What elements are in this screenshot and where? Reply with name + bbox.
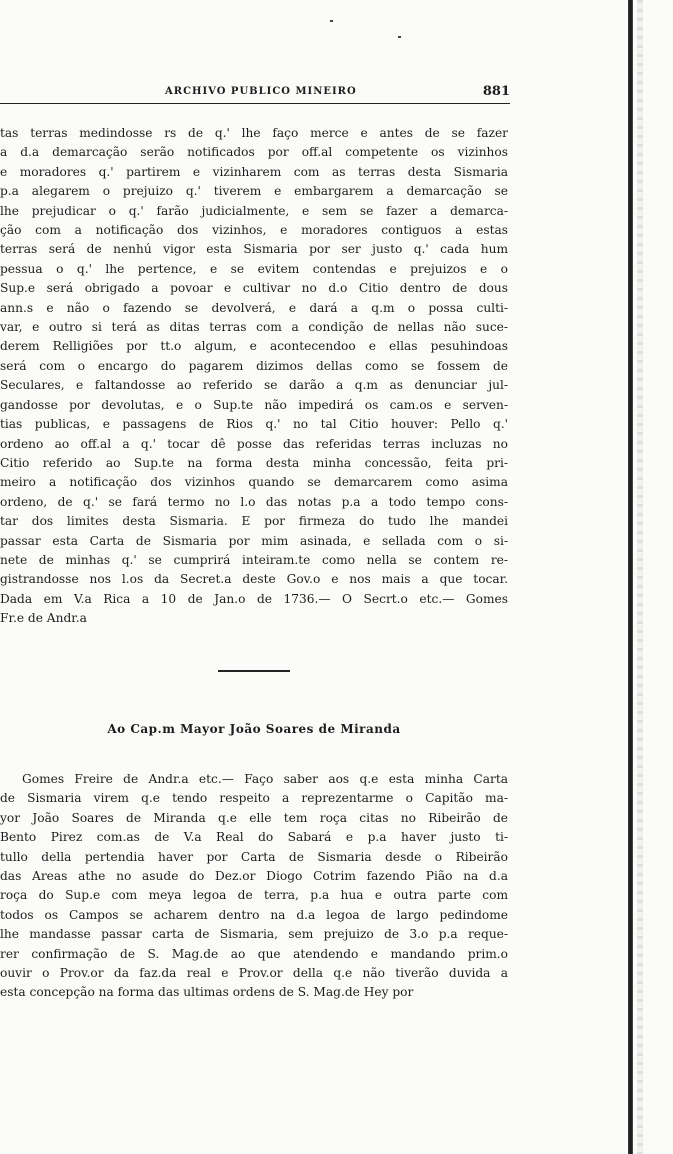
text-line: tias publicas, e passagens de Rios q.' no tal Citio houver: Pello q.' [0, 417, 508, 432]
text-line: esta concepção na forma das ultimas ordens de S. Mag.de Hey por [0, 985, 414, 1000]
text-line: lhe prejudicar o q.' farão judicialmente, e sem se fazer a demarca- [0, 203, 508, 218]
text-line: gandosse por devolutas, e o Sup.te não impedirá os cam.os e serven- [0, 397, 508, 412]
text-line: ordeno ao off.al a q.' tocar dê posse das referidas terras incluzas no [0, 436, 508, 451]
body-text-section [0, 770, 508, 1003]
text-line: ordeno, de q.' se fará termo no l.o das notas p.a a todo tempo cons- [0, 494, 508, 509]
text-line: var, e outro si terá as ditas terras com a condição de nellas não suce- [0, 320, 508, 335]
text-line: tar dos limites desta Sismaria. E por firmeza do tudo lhe mandei [0, 514, 508, 529]
text-line: yor João Soares de Miranda q.e elle tem roça citas no Ribeirão de [0, 810, 508, 825]
body-text-continued [0, 124, 508, 629]
text-line: pessua o q.' lhe pertence, e se evitem contendas e prejuizos e o [0, 261, 508, 276]
text-line: de Sismaria virem q.e tendo respeito a reprezentarme o Capitão ma- [0, 791, 508, 806]
text-line: Seculares, e faltandosse ao referido se darão a q.m as denunciar jul- [0, 378, 508, 393]
text-line: lhe mandasse passar carta de Sismaria, sem prejuizo de 3.o p.a reque- [0, 927, 508, 942]
header-rule [0, 103, 510, 104]
text-line: Sup.e será obrigado a povoar e cultivar no d.o Citio dentro de dous [0, 281, 508, 296]
section-separator [218, 670, 290, 672]
text-line: será com o encargo do pagarem dizimos dellas como se fossem de [0, 358, 508, 373]
text-line: meiro a notificação dos vizinhos quando se demarcarem como asima [0, 475, 508, 490]
text-line: tas terras medindosse rs de q.' lhe faço merce e antes de se fazer [0, 126, 508, 140]
text-line: Gomes Freire de Andr.a etc.— Faço saber aos q.e esta minha Carta [22, 772, 508, 786]
text-line: Bento Pirez com.as de V.a Real do Sabará e p.a haver justo ti- [0, 830, 508, 845]
page-number: 881 [482, 84, 510, 99]
text-line: ção com a notificação dos vizinhos, e moradores contiguos a estas [0, 223, 508, 238]
print-speck [398, 36, 401, 38]
text-line: nete de minhas q.' se cumprirá inteiram.te como nella se contem re- [0, 552, 508, 567]
text-line: tullo della pertendia haver por Carta de Sismaria desde o Ribeirão [0, 849, 508, 864]
page-edge-shadow [637, 0, 643, 1154]
text-line: e moradores q.' partirem e vizinharem com as terras desta Sismaria [0, 164, 508, 179]
text-line: Citio referido ao Sup.te na forma desta minha concessão, feita pri- [0, 455, 508, 470]
text-line: passar esta Carta de Sismaria por mim asinada, e sellada com o si- [0, 533, 508, 548]
text-line: roça do Sup.e com meya legoa de terra, p.a hua e outra parte com [0, 888, 508, 903]
text-line: terras será de nenhú vigor esta Sismaria por ser justo q.' cada hum [0, 242, 508, 257]
text-line: p.a alegarem o prejuizo q.' tiverem e embargarem a demarcação se [0, 184, 508, 199]
text-line: ann.s e não o fazendo se devolverá, e dará a q.m o possa culti- [0, 300, 508, 315]
text-line: Dada em V.a Rica a 10 de Jan.o de 1736.— O Secrt.o etc.— Gomes [0, 591, 508, 606]
text-line: rer confirmação de S. Mag.de ao que atendendo e mandando prim.o [0, 946, 508, 961]
text-line: gistrandosse nos l.os da Secret.a deste Gov.o e nos mais a que tocar. [0, 572, 508, 587]
running-title: ARCHIVO PUBLICO MINEIRO [165, 86, 357, 97]
text-line: ouvir o Prov.or da faz.da real e Prov.or della q.e não tiverão duvida a [0, 966, 508, 981]
text-line: a d.a demarcação serão notificados por off.al competente os vizinhos [0, 145, 508, 160]
text-line: das Areas athe no asude do Dez.or Diogo Cotrim fazendo Pião na d.a [0, 869, 508, 884]
text-line: derem Relligiões por tt.o algum, e acontecendoo e ellas pesuhindoas [0, 339, 508, 354]
print-speck [330, 20, 333, 22]
book-spine-edge [628, 0, 633, 1154]
text-line: todos os Campos se acharem dentro na d.a legoa de largo pedindome [0, 907, 508, 922]
section-heading: Ao Cap.m Mayor João Soares de Miranda [107, 722, 401, 736]
text-line: Fr.e de Andr.a [0, 611, 87, 626]
